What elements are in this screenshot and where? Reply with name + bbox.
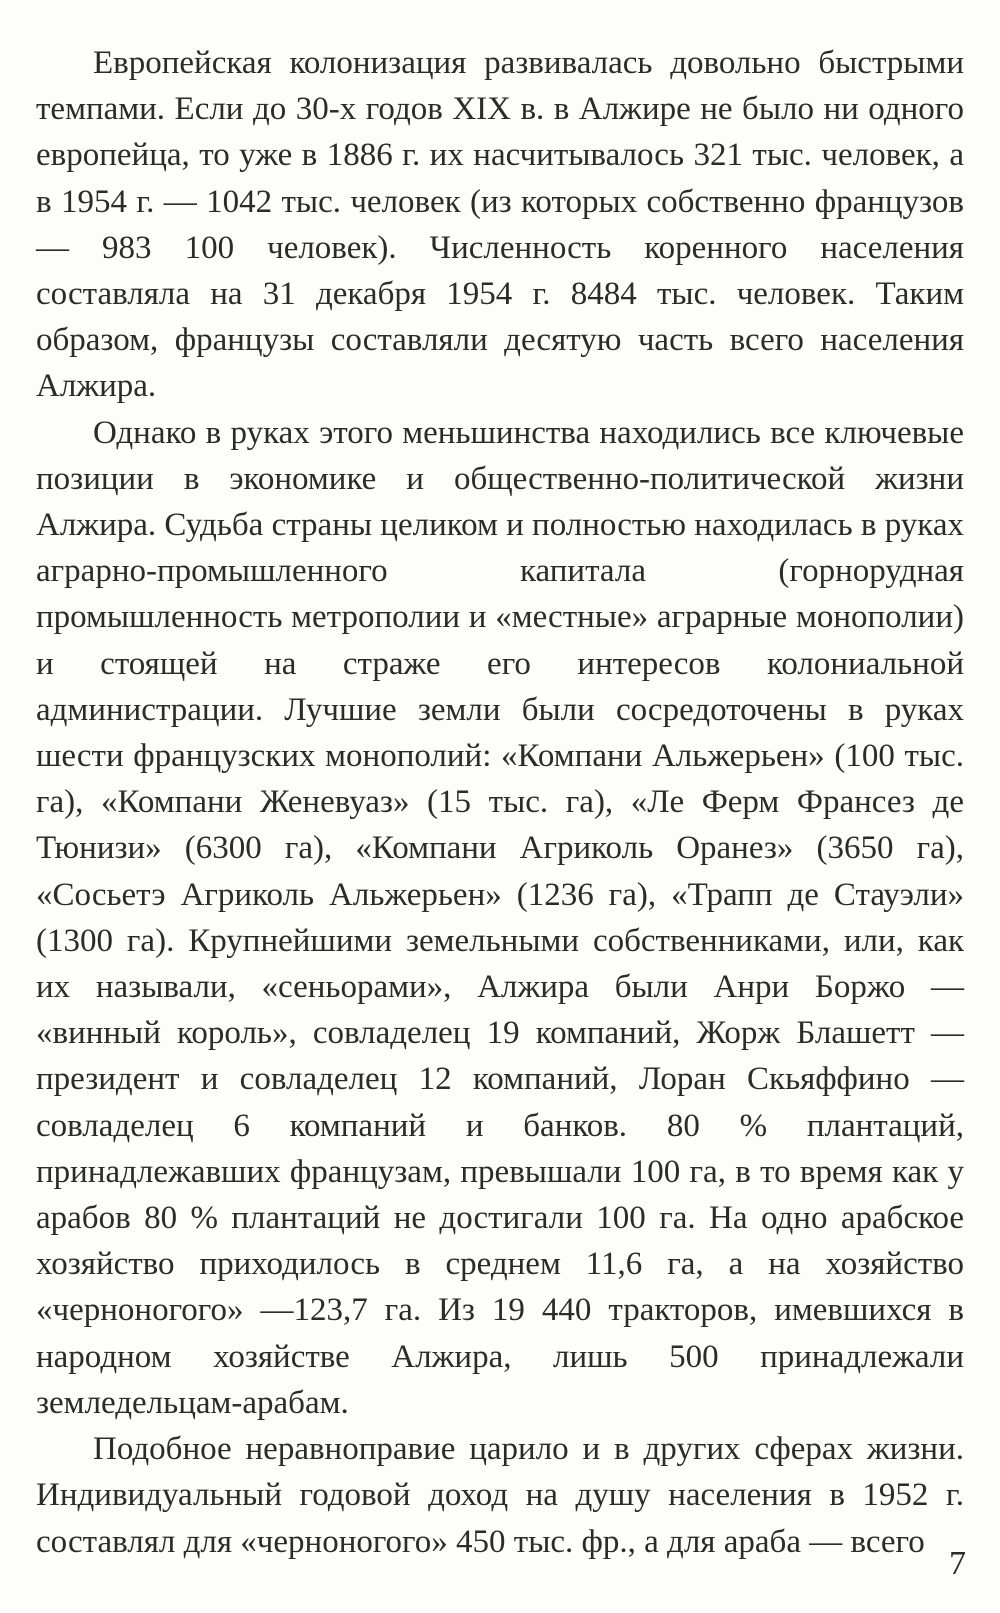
page-number: 7	[949, 1545, 966, 1582]
paragraph-inequality: Подобное неравноправие царило и в других сферах жизни. Индивидуальный годовой доход на душу населения в 1952 г. составлял для «черноногого» 450 тыс. фр., а для араба — всего	[36, 1431, 964, 1560]
paragraph-colonization: Европейская колонизация развивалась довольно быстрыми темпами. Если до 30-х годов XIX в. в Алжире не было ни одного европейца, то уже в 1886 г. их насчитывалось 321 тыс. человек, а в 1954 г. — 1042 тыс. человек (из которых собственно французов — 983 100 человек). Численность коренного населения составляла на 31 декабря 1954 г. 8484 тыс. человек. Таким образом, французы составляли десятую часть всего населения Алжира.	[36, 45, 964, 405]
body-text	[36, 40, 964, 1565]
paragraph-minority-control: Однако в руках этого меньшинства находились все ключевые позиции в экономике и общественно-политической жизни Алжира. Судьба страны целиком и полностью находилась в руках аграрно-промышленного капитала (горнорудная промышленность метрополии и «местные» аграрные монополии) и стоящей на страже его интересов колониальной администрации. Лучшие земли были сосредоточены в руках шести французских монополий: «Компани Альжерьен» (100 тыс. га), «Компани Женевуаз» (15 тыс. га), «Ле Ферм Франсез де Тюнизи» (6300 га), «Компани Агриколь Оранез» (3650 га), «Сосьетэ Агриколь Альжерьен» (1236 га), «Трапп де Стауэли» (1300 га). Крупнейшими земельными собственниками, или, как их называли, «сеньорами», Алжира были Анри Боржо — «винный король», совладелец 19 компаний, Жорж Блашетт — президент и совладелец 12 компаний, Лоран Скьяффино — совладелец 6 компаний и банков. 80 % плантаций, принадлежавших французам, превышали 100 га, в то время как у арабов 80 % плантаций не достигали 100 га. На одно арабское хозяйство приходилось в среднем 11,6 га, а на хозяйство «черноногого» —123,7 га. Из 19 440 тракторов, имевшихся в народном хозяйстве Алжира, лишь 500 принадлежали земледельцам-арабам.	[36, 414, 964, 1421]
